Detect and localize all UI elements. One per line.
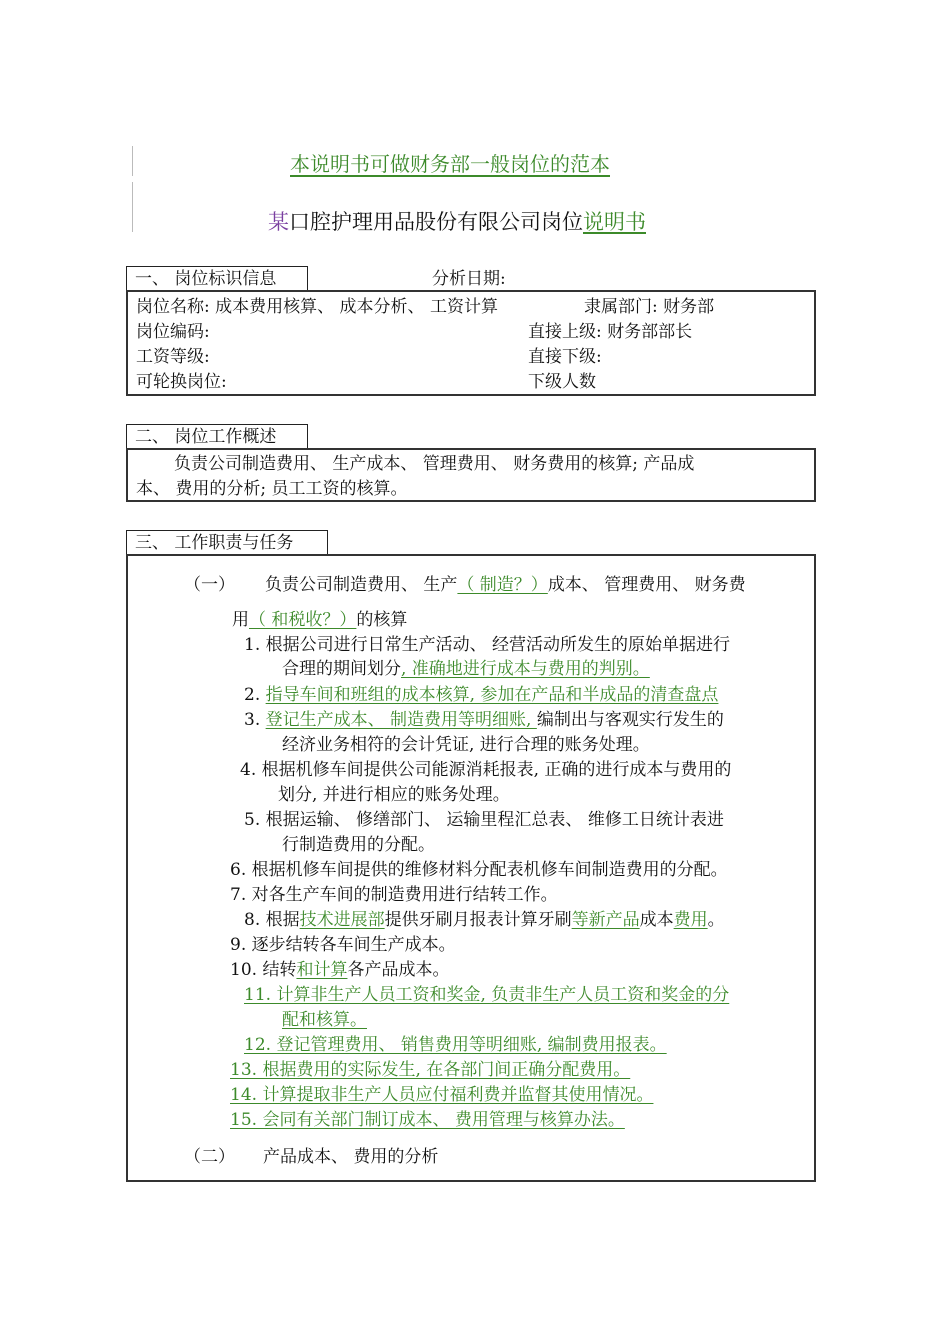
sub2-heading: [184, 1146, 438, 1168]
item4-line1: 4. 根据机修车间提供公司能源消耗报表, 正确的进行成本与费用的: [240, 760, 732, 780]
margin-mark-bottom: [132, 182, 133, 232]
sub1-text-d: 用: [232, 610, 249, 630]
salary-grade: 工资等级:: [136, 347, 210, 367]
item2-number: 2.: [244, 685, 266, 705]
item5-line2: 行制造费用的分配。: [282, 835, 435, 855]
item8-text-a: 8. 根据: [244, 910, 300, 930]
section1-box: [126, 290, 816, 396]
sub2-number: （二）: [184, 1147, 235, 1167]
position-code: 岗位编码:: [136, 322, 210, 342]
sub1-text-a: 负责公司制造费用、 生产: [265, 575, 458, 595]
item10-green: 和计算: [296, 960, 348, 980]
item1-line1: 1. 根据公司进行日常生产活动、 经营活动所发生的原始单据进行: [244, 635, 731, 655]
department: 隶属部门: 财务部: [584, 297, 715, 317]
item6: 6. 根据机修车间提供的维修材料分配表机修车间制造费用的分配。: [230, 860, 728, 880]
item1-line2: [282, 658, 650, 680]
item3-line2: 经济业务相符的会计凭证, 进行合理的账务处理。: [282, 735, 650, 755]
item2-green: 指导车间和班组的成本核算, 参加在产品和半成品的清查盘点: [265, 685, 719, 705]
item7: 7. 对各生产车间的制造费用进行结转工作。: [230, 885, 558, 905]
item10-text-c: 各产品成本。: [347, 960, 450, 980]
item12: 12. 登记管理费用、 销售费用等明细账, 编制费用报表。: [244, 1035, 667, 1055]
item8: [244, 909, 725, 931]
item3-text: 编制出与客观实行发生的: [536, 710, 724, 730]
item15: 15. 会同有关部门制订成本、 费用管理与核算办法。: [230, 1110, 625, 1130]
item3-number: 3.: [244, 710, 266, 730]
direct-superior: 直接上级: 财务部部长: [528, 322, 693, 342]
section1-label: 一、 岗位标识信息: [126, 266, 308, 290]
item1-green: , 准确地进行成本与费用的判别。: [401, 659, 650, 679]
item11-line1: 11. 计算非生产人员工资和奖金, 负责非生产人员工资和奖金的分: [244, 985, 730, 1005]
item8-green-cost: 费用: [673, 910, 708, 930]
item8-text-c: 提供牙刷月报表计算牙刷: [384, 910, 572, 930]
item10-text-a: 10. 结转: [230, 960, 297, 980]
item14: 14. 计算提取非生产人员应付福利费并监督其使用情况。: [230, 1085, 654, 1105]
item1-text: 合理的期间划分: [282, 659, 401, 679]
item2: [244, 684, 718, 706]
section2-label: 二、 岗位工作概述: [126, 424, 308, 448]
item10: [230, 959, 449, 981]
overview-line1: 负责公司制造费用、 生产成本、 管理费用、 财务费用的核算; 产品成: [174, 454, 695, 474]
item13: 13. 根据费用的实际发生, 在各部门间正确分配费用。: [230, 1060, 631, 1080]
title-prefix: 某: [268, 210, 289, 234]
item9: 9. 逐步结转各车间生产成本。: [230, 935, 456, 955]
overview-line2: 本、 费用的分析; 员工工资的核算。: [136, 479, 408, 499]
section2-box: [126, 448, 816, 502]
analysis-date: 分析日期:: [432, 269, 506, 289]
item3-green: 登记生产成本、 制造费用等明细账,: [265, 710, 537, 730]
title-main: 口腔护理用品股份有限公司岗位: [289, 210, 583, 234]
item11-line2: 配和核算。: [282, 1010, 367, 1030]
item8-green-newproduct: 等新产品: [571, 910, 640, 930]
sub1-number: （一）: [184, 575, 235, 595]
section3-label: 三、 工作职责与任务: [126, 530, 328, 554]
subordinate-count: 下级人数: [528, 372, 596, 392]
document-title: [268, 206, 646, 236]
rotation-position: 可轮换岗位:: [136, 372, 227, 392]
sub1-text-f: 的核算: [356, 610, 408, 630]
item4-line2: 划分, 并进行相应的账务处理。: [278, 785, 510, 805]
sub1-note-manufacture: （ 制造？）: [457, 575, 548, 595]
sub2-text: 产品成本、 费用的分析: [263, 1147, 439, 1167]
margin-mark-top: [132, 146, 133, 176]
template-note: 本说明书可做财务部一般岗位的范本: [290, 152, 610, 176]
item8-text-e: 成本: [639, 910, 674, 930]
sub1-line2: [232, 609, 407, 631]
sub1-text-c: 成本、 管理费用、 财务费: [547, 575, 746, 595]
direct-subordinate: 直接下级:: [528, 347, 602, 367]
title-suffix: 说明书: [583, 210, 646, 234]
item3-line1: [244, 709, 724, 731]
sub1-note-tax: （ 和税收？）: [249, 610, 357, 630]
sub1-line1: [184, 574, 746, 596]
item8-text-g: 。: [707, 910, 725, 930]
position-name: 岗位名称: 成本费用核算、 成本分析、 工资计算: [136, 297, 498, 317]
item8-green-dept: 技术进展部: [299, 910, 385, 930]
item5-line1: 5. 根据运输、 修缮部门、 运输里程汇总表、 维修工日统计表进: [244, 810, 724, 830]
